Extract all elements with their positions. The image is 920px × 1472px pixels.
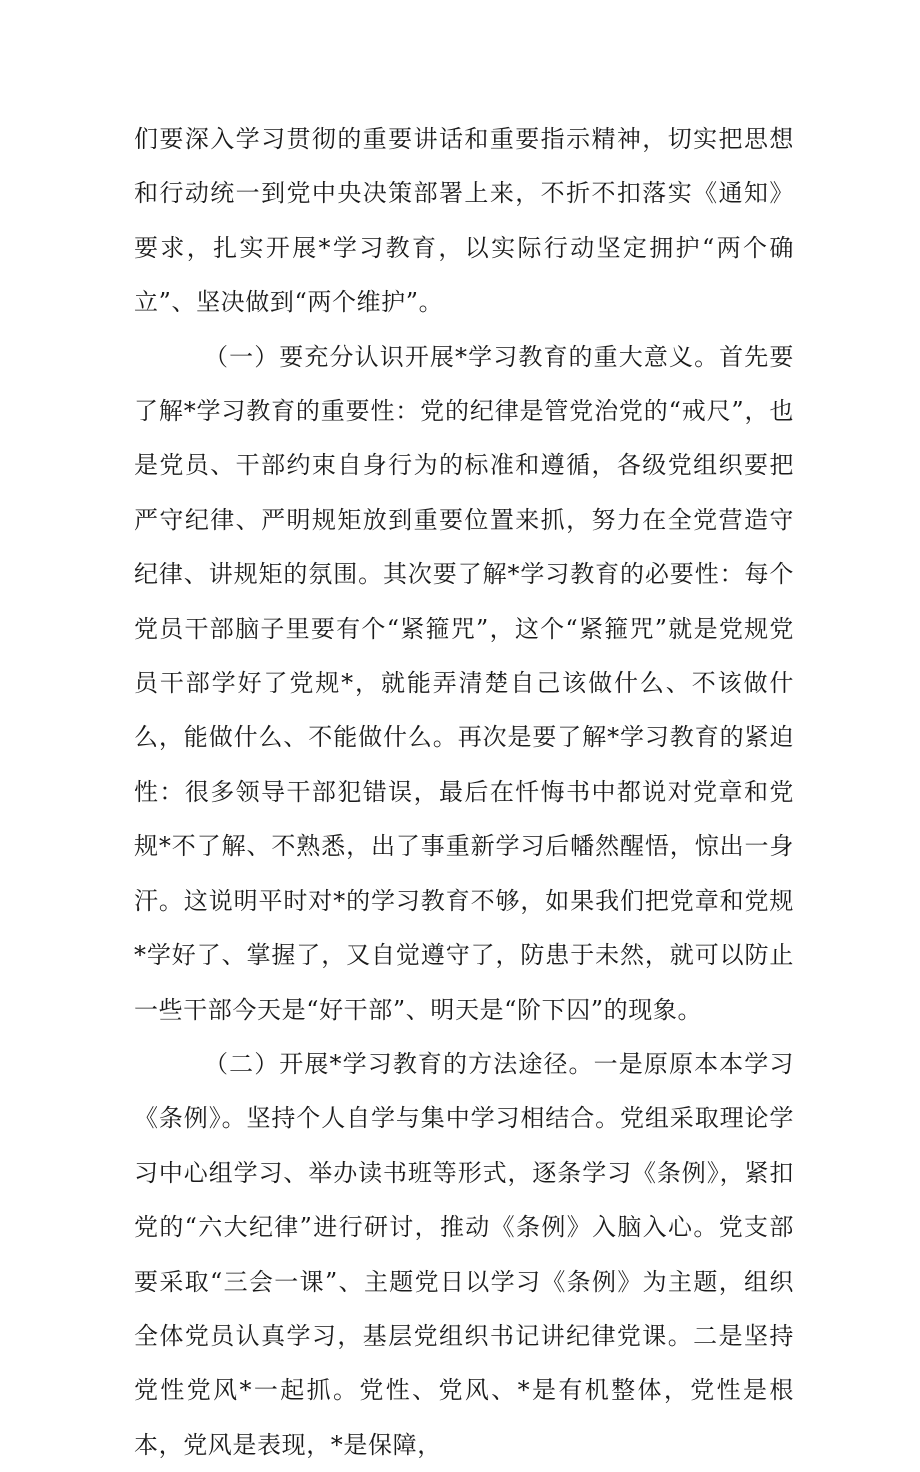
document-body xyxy=(134,112,794,1472)
paragraph-continuation: 们要深入学习贯彻的重要讲话和重要指示精神，切实把思想和行动统一到党中央决策部署上来，不折不扣落实《通知》要求，扎实开展*学习教育，以实际行动坚定拥护“两个确立”、坚决做到“两个维护”。 xyxy=(134,125,794,317)
paragraph-section-two: （二）开展*学习教育的方法途径。一是原原本本学习《条例》。坚持个人自学与集中学习相结合。党组采取理论学习中心组学习、举办读书班等形式，逐条学习《条例》，紧扣党的“六大纪律”进行研讨，推动《条例》入脑入心。党支部要采取“三会一课”、主题党日以学习《条例》为主题，组织全体党员认真学习，基层党组织书记讲纪律党课。二是坚持党性党风*一起抓。党性、党风、*是有机整体，党性是根本，党风是表现，*是保障， xyxy=(134,1049,794,1459)
paragraph-section-one: （一）要充分认识开展*学习教育的重大意义。首先要了解*学习教育的重要性：党的纪律是管党治党的“戒尺”，也是党员、干部约束自身行为的标准和遵循，各级党组织要把严守纪律、严明规矩放到重要位置来抓，努力在全党营造守纪律、讲规矩的氛围。其次要了解*学习教育的必要性：每个党员干部脑子里要有个“紧箍咒”，这个“紧箍咒”就是党规党员干部学好了党规*，就能弄清楚自己该做什么、不该做什么，能做什么、不能做什么。再次是要了解*学习教育的紧迫性：很多领导干部犯错误，最后在忏悔书中都说对党章和党规*不了解、不熟悉，出了事重新学习后幡然醒悟，惊出一身汗。这说明平时对*的学习教育不够，如果我们把党章和党规*学好了、掌握了，又自觉遵守了，防患于未然，就可以防止一些干部今天是“好干部”、明天是“阶下囚”的现象。 xyxy=(134,342,794,1024)
